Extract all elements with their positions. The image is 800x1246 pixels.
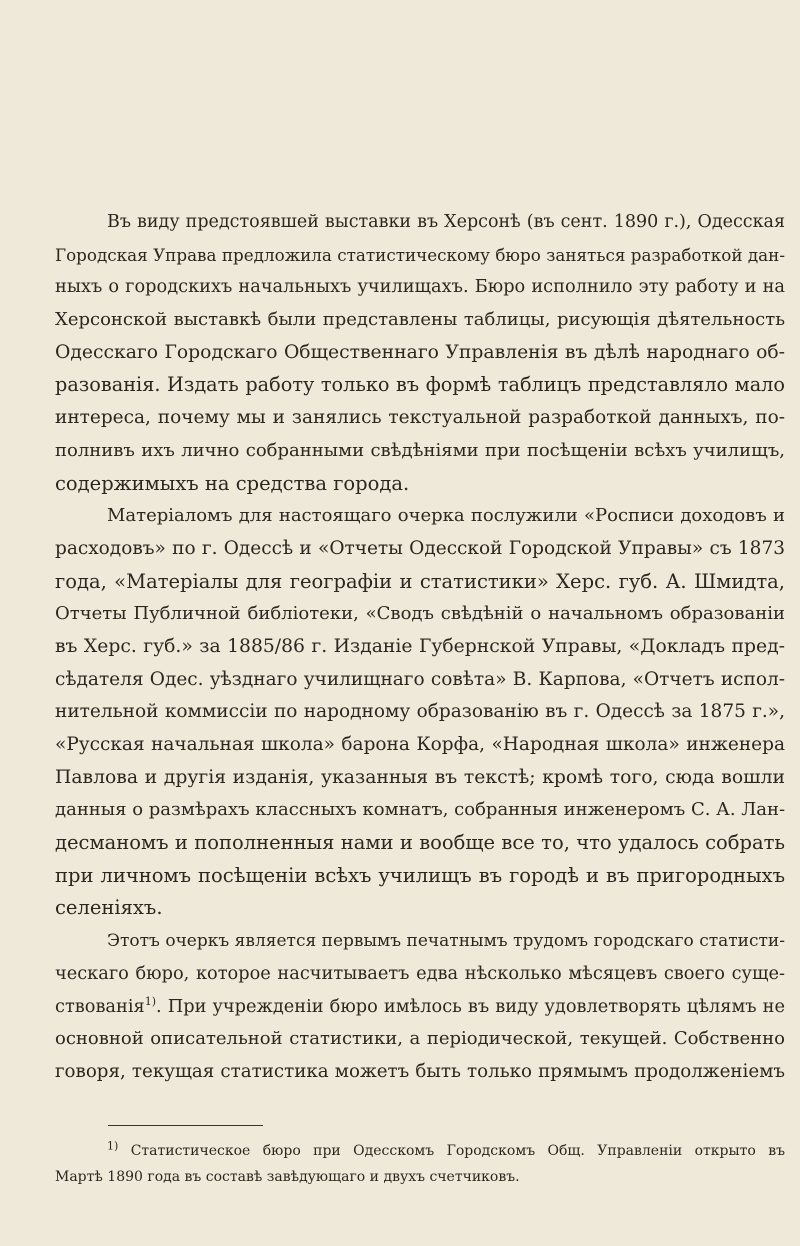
text-line: Этотъ очеркъ является первымъ печатнымъ трудомъ городскаго статисти- <box>107 931 785 952</box>
text-line: интереса, почему мы и занялись текстуальной разработкой данныхъ, по- <box>55 407 785 429</box>
text-line: при личномъ посѣщеніи всѣхъ училищъ въ городѣ и въ пригородныхъ <box>55 863 785 887</box>
text-fragment: ствованія <box>55 996 145 1017</box>
text-line: Въ виду предстоявшей выставки въ Херсонѣ (въ сент. 1890 г.), Одесская <box>107 212 785 232</box>
footnote-line: Мартѣ 1890 года въ составѣ завѣдующаго и двухъ счетчиковъ. <box>55 1169 520 1185</box>
text-line: Павлова и другія изданія, указанныя въ текстѣ; кромѣ того, сюда вошли <box>55 766 785 788</box>
text-line: въ Херс. губ.» за 1885/86 г. Изданіе Губернской Управы, «Докладъ пред- <box>55 635 785 657</box>
text-line: ствованія$^{1)}$. При учрежденіи бюро имѣлось въ виду удовлетворять цѣлямъ не <box>55 994 785 1017</box>
text-line: «Русская начальная школа» барона Корфа, «Народная школа» инженера <box>55 734 785 755</box>
text-line: Матеріаломъ для настоящаго очерка послужили «Росписи доходовъ и <box>107 505 785 527</box>
text-line: расходовъ» по г. Одессѣ и «Отчеты Одесской Городской Управы» съ 1873 <box>55 537 785 559</box>
footnote-text: Статистическое бюро при Одесскомъ Городскомъ Общ. Управленіи открыто въ <box>130 1143 785 1159</box>
text-line: селеніяхъ. <box>55 896 163 920</box>
footnote-marker: 1) <box>107 1139 119 1153</box>
text-line: основной описательной статистики, а періодической, текущей. Собственно <box>55 1028 785 1050</box>
text-line: ныхъ о городскихъ начальныхъ училищахъ. Бюро исполнило эту работу и на <box>55 277 785 298</box>
text-line: разованія. Издать работу только въ формѣ таблицъ представляло мало <box>55 373 785 397</box>
text-line: Херсонской выставкѣ были представлены таблицы, рисующія дѣятельность <box>55 309 785 331</box>
footnote-reference: 1) <box>144 994 157 1008</box>
text-line: Одесскаго Городскаго Общественнаго Управленія въ дѣлѣ народнаго об- <box>55 341 785 363</box>
footnote-line <box>55 1138 785 1164</box>
text-line: года, «Матеріалы для географіи и статистики» Херс. губ. А. Шмидта, <box>55 569 785 593</box>
text-line: десманомъ и пополненныя нами и вообще все то, что удалось собрать <box>55 831 785 855</box>
text-fragment: При учрежденіи бюро имѣлось въ виду удовлетворять цѣлямъ не <box>167 996 785 1017</box>
text-line: Отчеты Публичной библіотеки, «Сводъ свѣдѣній о начальномъ образованіи <box>55 603 785 625</box>
text-line: нительной коммиссіи по народному образованію въ г. Одессѣ за 1875 г.», <box>55 701 785 723</box>
text-line: полнивъ ихъ лично собранными свѣдѣніями при посѣщеніи всѣхъ училищъ, <box>55 439 785 461</box>
text-line: Городская Управа предложила статистическому бюро заняться разработкой дан- <box>55 244 785 265</box>
text-line: содержимыхъ на средства города. <box>55 471 410 495</box>
text-line: говоря, текущая статистика можетъ быть только прямымъ продолженіемъ <box>55 1060 785 1082</box>
text-line: сѣдателя Одес. уѣзднаго училищнаго совѣта» В. Карпова, «Отчетъ испол- <box>55 668 785 690</box>
text-line: ческаго бюро, которое насчитываетъ едва нѣсколько мѣсяцевъ своего суще- <box>55 963 785 984</box>
footnote <box>55 1138 785 1190</box>
footnote-divider <box>108 1125 263 1126</box>
main-text <box>55 206 785 1089</box>
text-line: данныя о размѣрахъ классныхъ комнатъ, собранныя инженеромъ С. А. Лан- <box>55 799 785 821</box>
